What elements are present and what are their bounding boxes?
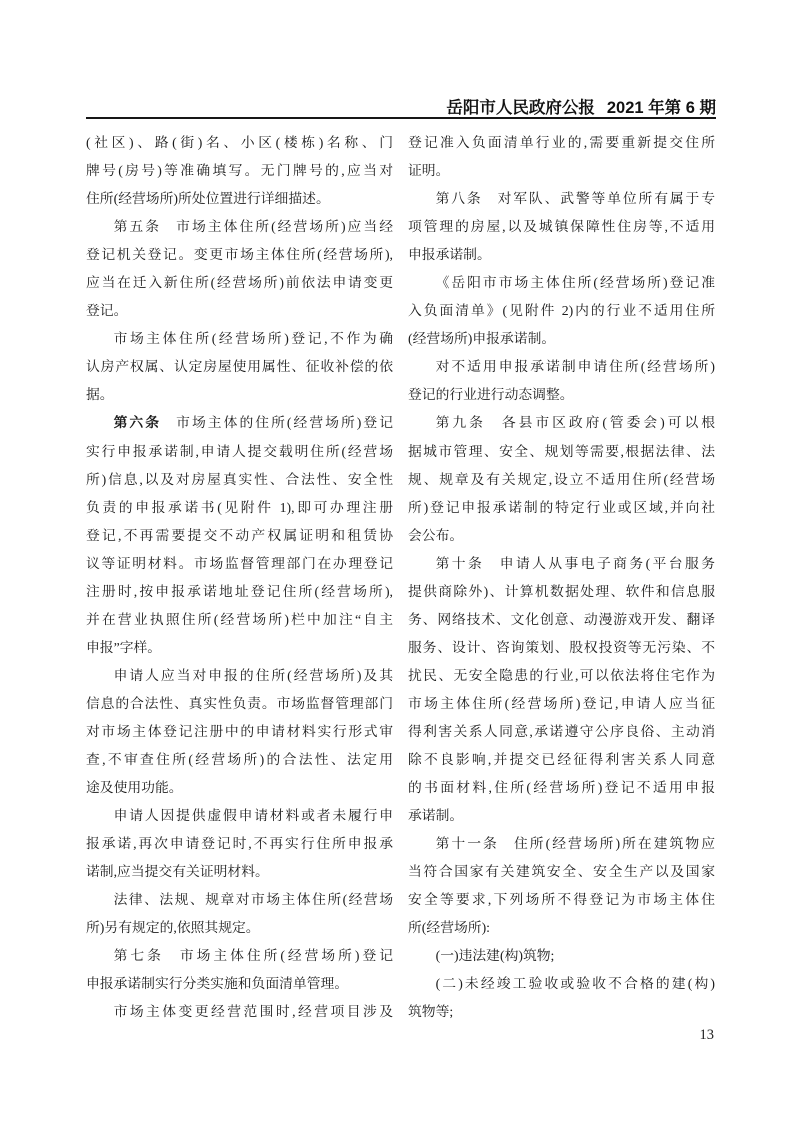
text-line: 第九条 各县市区政府(管委会)可以根 <box>435 415 715 431</box>
text-line: 法律、法规、规章对市场主体住所(经营场 <box>113 892 393 908</box>
text-line: 牌号(房号)等准确填写。无门牌号的,应当对 <box>86 163 393 179</box>
header-issue: 2021 年第 6 期 <box>606 99 716 117</box>
article-number: 第五条 <box>113 219 162 235</box>
paragraph <box>408 970 715 1026</box>
paragraph <box>86 998 393 1026</box>
article-number: 第八条 <box>435 191 483 207</box>
text-line: 申报承诺制实行分类实施和负面清单管理。 <box>86 976 349 992</box>
paragraph <box>408 269 715 353</box>
text-line: 信息的合法性、真实性负责。市场监督管理部门 <box>86 695 393 711</box>
text-line: 议等证明材料。市场监督管理部门在办理登记 <box>86 555 393 571</box>
paragraph <box>86 213 393 325</box>
text-line: 的书面材料,住所(经营场所)登记不适用申报 <box>408 780 715 796</box>
text-line: 扰民、无安全隐患的行业,可以依法将住宅作为 <box>408 667 715 683</box>
paragraph <box>408 185 715 269</box>
text-line: 规、规章及有关规定,设立不适用住所(经营场 <box>408 471 715 487</box>
article-number: 第六条 <box>113 415 162 431</box>
column-right <box>408 129 715 1027</box>
text-line: 除不良影响,并提交已经征得利害关系人同意 <box>408 752 715 768</box>
text-line: (二)未经竣工验收或验收不合格的建(构) <box>435 976 715 992</box>
paragraph <box>86 802 393 886</box>
text-line: 安全等要求,下列场所不得登记为市场主体住 <box>408 892 715 908</box>
text-line: 第八条 对军队、武警等单位所有属于专 <box>435 191 715 207</box>
text-line: 认房产权属、认定房屋使用属性、征收补偿的依 <box>86 359 393 375</box>
text-line: 第十一条 住所(经营场所)所在建筑物应 <box>435 836 715 852</box>
text-line: 项管理的房屋,以及城镇保障性住房等,不适用 <box>408 219 715 235</box>
text-line: 查,不审查住所(经营场所)的合法性、法定用 <box>86 752 393 768</box>
text-line: 第五条 市场主体住所(经营场所)应当经 <box>113 219 393 235</box>
text-line: 第七条 市场主体住所(经营场所)登记 <box>113 948 393 964</box>
paragraph <box>408 550 715 830</box>
text-line: 市场主体住所(经营场所)登记,申请人应当征 <box>408 695 715 711</box>
text-line: 途及使用功能。 <box>86 780 183 796</box>
text-line: (一)违法建(构)筑物; <box>435 948 555 964</box>
paragraph <box>408 129 715 185</box>
text-line: 申报承诺制。 <box>408 247 491 263</box>
text-line: 《岳阳市市场主体住所(经营场所)登记准 <box>435 275 715 291</box>
text-line: 据城市管理、安全、规划等需要,根据法律、法 <box>408 443 715 459</box>
text-line: 登记准入负面清单行业的,需要重新提交住所 <box>408 135 715 150</box>
text-line: 对市场主体登记注册中的申请材料实行形式审 <box>86 723 393 739</box>
article-number: 第九条 <box>435 415 486 431</box>
text-line: 所(经营场所): <box>408 920 491 936</box>
text-line: 登记机关登记。变更市场主体住所(经营场所), <box>86 247 393 263</box>
text-line: 承诺制。 <box>408 808 464 824</box>
paragraph <box>408 830 715 942</box>
paragraph <box>86 886 393 942</box>
text-line: (经营场所)申报承诺制。 <box>408 331 556 347</box>
text-line: 入负面清单》(见附件 2)内的行业不适用住所 <box>408 303 715 319</box>
header-title: 岳阳市人民政府公报 <box>446 99 595 117</box>
text-line: 申报”字样。 <box>86 639 162 655</box>
text-line: 所)信息,以及对房屋真实性、合法性、安全性 <box>86 471 393 487</box>
paragraph <box>86 129 393 213</box>
header-rule <box>86 117 716 119</box>
text-line: 筑物等; <box>408 1004 454 1020</box>
text-line: 申请人因提供虚假申请材料或者未履行申 <box>113 808 393 824</box>
text-line: 诺制,应当提交有关证明材料。 <box>86 864 269 880</box>
text-line: 证明。 <box>408 163 450 179</box>
text-line: 登记。 <box>86 303 128 319</box>
text-line: 会公布。 <box>408 527 464 543</box>
text-line: 注册时,按申报承诺地址登记住所(经营场所), <box>86 583 393 599</box>
text-line: 市场主体住所(经营场所)登记,不作为确 <box>113 331 393 347</box>
text-line: 所)另有规定的,依照其规定。 <box>86 920 260 936</box>
text-line: 第六条 市场主体的住所(经营场所)登记 <box>113 415 393 431</box>
column-left <box>86 129 393 1027</box>
paragraph <box>408 353 715 409</box>
text-line: 并在营业执照住所(经营场所)栏中加注“自主 <box>86 611 393 627</box>
running-header <box>86 94 716 118</box>
text-line: 申请人应当对申报的住所(经营场所)及其 <box>113 667 393 683</box>
text-line: 登记的行业进行动态调整。 <box>408 387 574 403</box>
text-line: 登记,不再需要提交不动产权属证明和租赁协 <box>86 527 393 543</box>
text-line: 住所(经营场所)所处位置进行详细描述。 <box>86 191 330 207</box>
paragraph <box>86 325 393 409</box>
page-number: 13 <box>699 1027 714 1043</box>
text-line: 据。 <box>86 387 114 403</box>
paragraph <box>86 942 393 998</box>
text-line: 实行申报承诺制,申请人提交载明住所(经营场 <box>86 443 393 459</box>
paragraph <box>86 662 393 802</box>
paragraph <box>408 942 715 970</box>
text-line: 务、网络技术、文化创意、动漫游戏开发、翻译 <box>408 611 715 627</box>
text-line: 当符合国家有关建筑安全、安全生产以及国家 <box>408 864 715 880</box>
text-line: 对不适用申报承诺制申请住所(经营场所) <box>435 359 715 375</box>
article-number: 第十条 <box>435 555 485 571</box>
text-line: 第十条 申请人从事电子商务(平台服务 <box>435 555 715 571</box>
text-line: 提供商除外)、计算机数据处理、软件和信息服 <box>408 583 715 599</box>
text-line: 服务、设计、咨询策划、股权投资等无污染、不 <box>408 639 715 655</box>
paragraph <box>408 409 715 549</box>
text-line: 得利害关系人同意,承诺遵守公序良俗、主动消 <box>408 723 715 739</box>
article-number: 第七条 <box>113 948 164 964</box>
text-line: (社区)、路(街)名、小区(楼栋)名称、门 <box>86 135 393 150</box>
paragraph <box>86 409 393 661</box>
text-line: 所)登记申报承诺制的特定行业或区域,并向社 <box>408 499 715 515</box>
text-line: 应当在迁入新住所(经营场所)前依法申请变更 <box>86 275 393 291</box>
article-number: 第十一条 <box>435 836 499 852</box>
text-line: 负责的申报承诺书(见附件 1),即可办理注册 <box>86 499 393 515</box>
text-line: 报承诺,再次申请登记时,不再实行住所申报承 <box>86 836 393 852</box>
text-line: 市场主体变更经营范围时,经营项目涉及 <box>113 1004 393 1020</box>
